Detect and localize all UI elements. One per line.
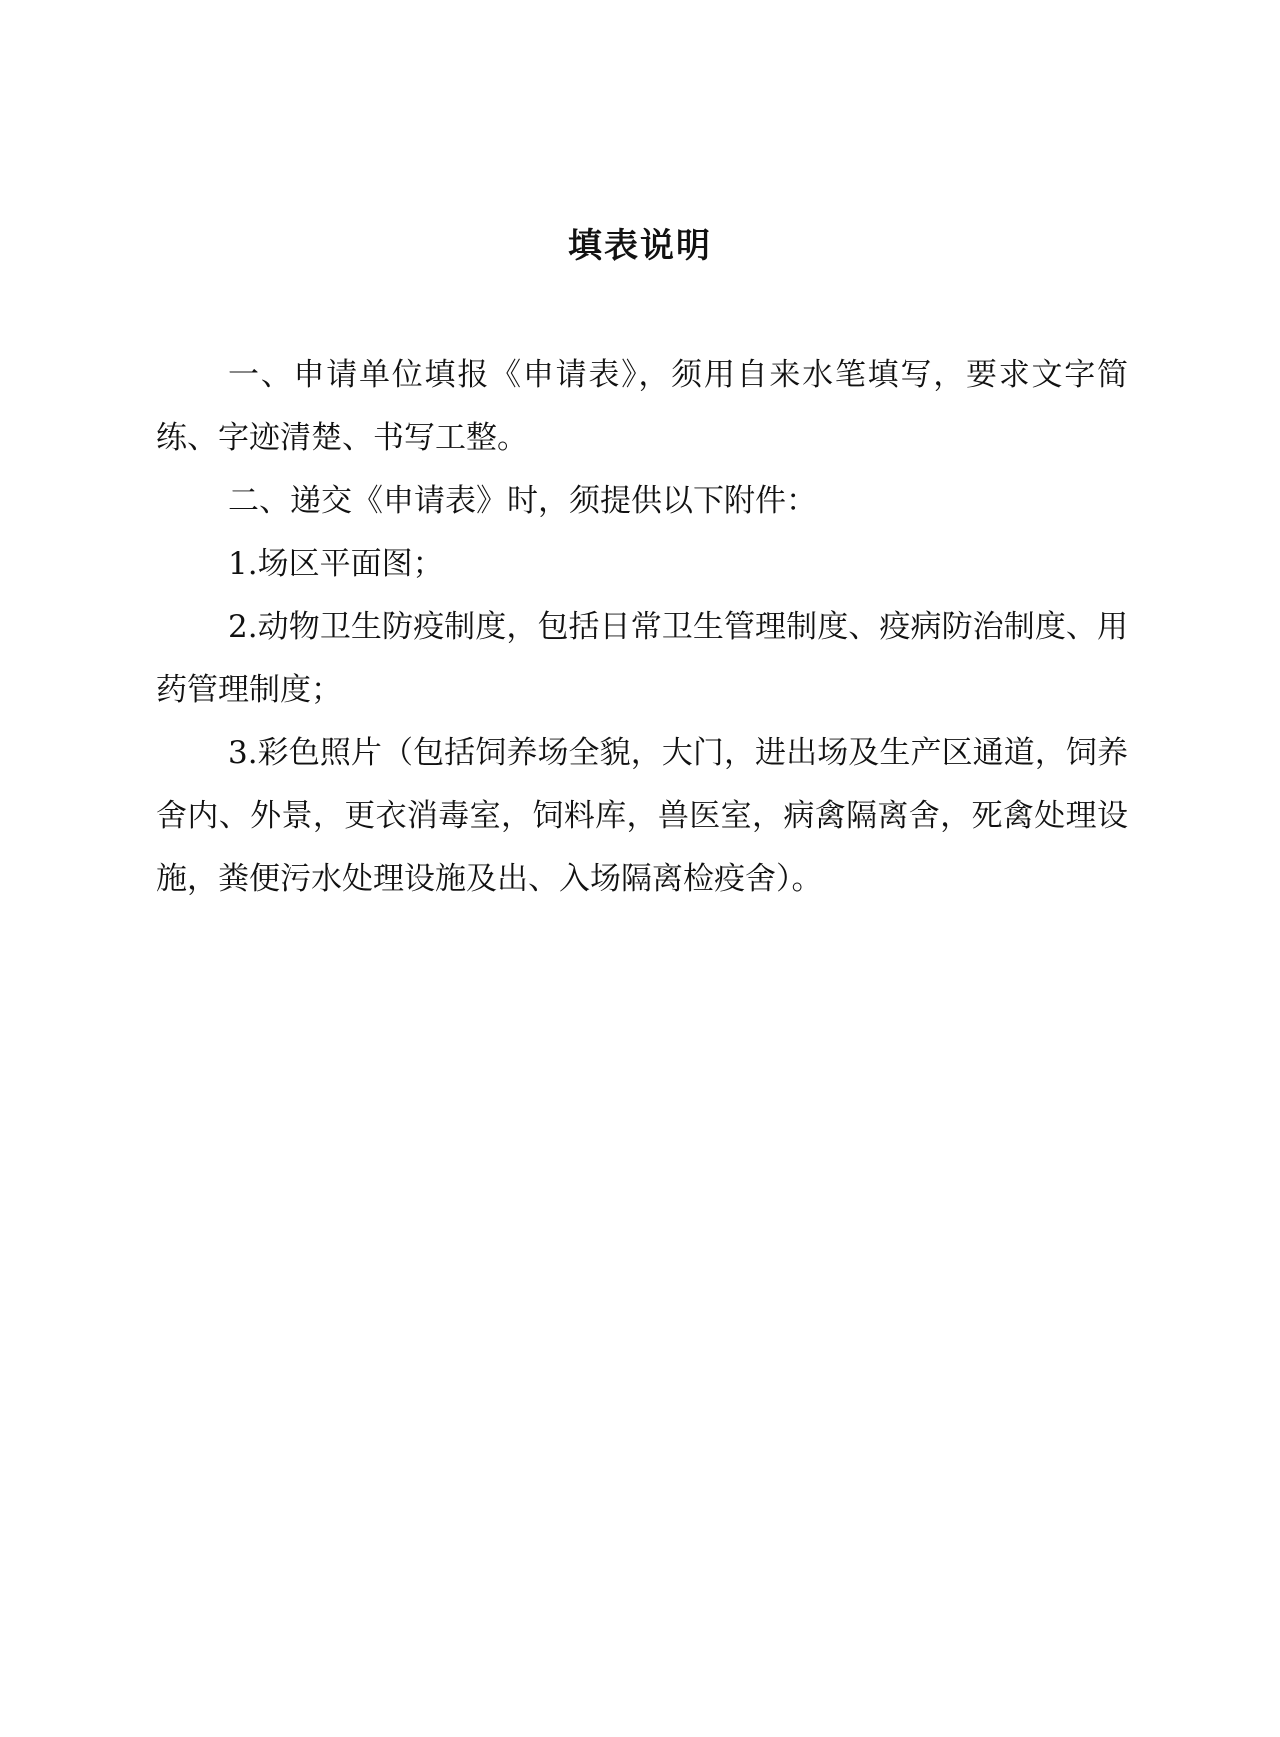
document-title: 填表说明	[568, 226, 712, 266]
document-body	[156, 344, 1128, 911]
attachment-item-2: 2.动物卫生防疫制度，包括日常卫生管理制度、疫病防治制度、用药管理制度；	[156, 609, 1128, 708]
attachment-item-1: 1.场区平面图；	[228, 546, 444, 582]
instruction-paragraph-2: 二、递交《申请表》时，须提供以下附件：	[228, 483, 817, 519]
instruction-paragraph-1: 一、申请单位填报《申请表》，须用自来水笔填写，要求文字简练、字迹清楚、书写工整。	[156, 357, 1128, 456]
attachment-item-3: 3.彩色照片（包括饲养场全貌，大门，进出场及生产区通道，饲养舍内、外景，更衣消毒室，饲料库，兽医室，病禽隔离舍，死禽处理设施，粪便污水处理设施及出、入场隔离检疫舍）。	[156, 735, 1128, 897]
